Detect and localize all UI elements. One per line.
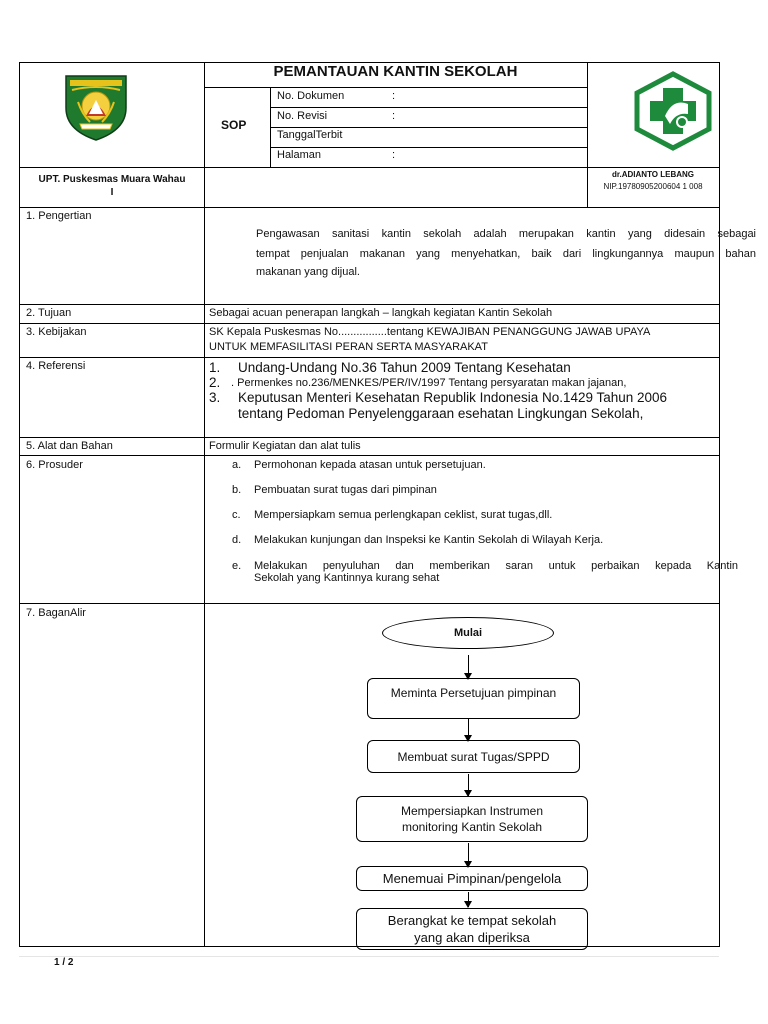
district-emblem-icon bbox=[60, 70, 132, 142]
prosuder-item: Melakukan penyuluhan dan memberikan saran untuk perbaikan kepada Kantin bbox=[254, 560, 738, 572]
flow-step bbox=[356, 796, 588, 842]
flow-step bbox=[356, 866, 588, 891]
prosuder-letter: a. bbox=[232, 459, 242, 471]
section-label-referensi: 4. Referensi bbox=[26, 360, 86, 372]
prosuder-item: Permohonan kepada atasan untuk persetujuan. bbox=[254, 459, 486, 471]
flow-step-label: Membuat surat Tugas/SPPD bbox=[397, 749, 550, 764]
prosuder-item: Melakukan kunjungan dan Inspeksi ke Kantin Sekolah di Wilayah Kerja. bbox=[254, 534, 604, 546]
flow-arrow bbox=[468, 774, 469, 796]
puskesmas-logo bbox=[630, 68, 716, 154]
tujuan-text: Sebagai acuan penerapan langkah – langkah kegiatan Kantin Sekolah bbox=[209, 307, 553, 319]
prosuder-letter: b. bbox=[232, 484, 242, 496]
referensi-number: 1. bbox=[209, 360, 221, 375]
pengertian-line: Pengawasan sanitasi kantin sekolah adalah merupakan kantin yang didesain sebagai bbox=[256, 228, 756, 240]
flow-step-label: monitoring Kantin Sekolah bbox=[401, 820, 543, 834]
section-label-alat: 5. Alat dan Bahan bbox=[26, 440, 113, 452]
flow-step bbox=[356, 908, 588, 950]
prosuder-item-continued: Sekolah yang Kantinnya kurang sehat bbox=[254, 572, 440, 584]
sop-label: SOP bbox=[221, 118, 247, 132]
prosuder-letter: c. bbox=[232, 509, 241, 521]
signer-name: dr.ADIANTO LEBANG bbox=[611, 170, 695, 179]
flow-step bbox=[367, 678, 580, 719]
flow-step-label: Berangkat ke tempat sekolah bbox=[387, 913, 557, 928]
alat-text: Formulir Kegiatan dan alat tulis bbox=[209, 440, 361, 452]
flow-step bbox=[367, 740, 580, 773]
district-emblem bbox=[60, 70, 132, 142]
referensi-item: Keputusan Menteri Kesehatan Republik Indonesia No.1429 Tahun 2006 bbox=[238, 390, 668, 405]
doc-field-value: : bbox=[392, 90, 396, 102]
pengertian-line: makanan yang dijual. bbox=[256, 266, 360, 278]
referensi-number: 2. bbox=[209, 375, 221, 390]
flow-step-label: Meminta Persetujuan pimpinan bbox=[390, 686, 557, 700]
flow-arrow bbox=[468, 719, 469, 741]
section-label-kebijakan: 3. Kebijakan bbox=[26, 326, 87, 338]
puskesmas-logo-icon bbox=[630, 68, 716, 154]
referensi-number: 3. bbox=[209, 390, 221, 405]
flow-arrow bbox=[468, 655, 469, 679]
referensi-item: . Permenkes no.236/MENKES/PER/IV/1997 Tentang persyaratan makan jajanan, bbox=[231, 377, 627, 389]
referensi-item-continued: tentang Pedoman Penyelenggaraan esehatan Lingkungan Sekolah, bbox=[238, 406, 644, 421]
kebijakan-line: UNTUK MEMFASILITASI PERAN SERTA MASYARAKAT bbox=[209, 341, 488, 353]
prosuder-letter: e. bbox=[232, 560, 242, 572]
org-name-suffix: I bbox=[110, 187, 114, 198]
doc-field-value: : bbox=[392, 149, 396, 161]
flow-start-label: Mulai bbox=[453, 627, 483, 639]
pengertian-line: tempat penjualan makanan yang menyehatkan, baik dari lingkungannya maupun bahan bbox=[256, 248, 756, 260]
doc-field-value: : bbox=[392, 110, 396, 122]
doc-field-label: Halaman bbox=[277, 149, 322, 161]
kebijakan-line: SK Kepala Puskesmas No................tentang KEWAJIBAN PENANGGUNG JAWAB UPAYA bbox=[209, 326, 651, 338]
referensi-item: Undang-Undang No.36 Tahun 2009 Tentang Kesehatan bbox=[238, 360, 571, 375]
org-name: UPT. Puskesmas Muara Wahau bbox=[38, 174, 186, 185]
flow-step-label: Mempersiapkan Instrumen bbox=[400, 804, 544, 818]
prosuder-letter: d. bbox=[232, 534, 242, 546]
signer-nip: NIP.19780905200604 1 008 bbox=[603, 182, 703, 191]
flow-arrow bbox=[468, 843, 469, 867]
section-label-bagan: 7. BaganAlir bbox=[26, 607, 86, 619]
flow-step-label: Menemuai Pimpinan/pengelola bbox=[382, 870, 562, 886]
doc-field-label: No. Revisi bbox=[277, 110, 328, 122]
section-label-pengertian: 1. Pengertian bbox=[26, 210, 92, 222]
flow-step-label: yang akan diperiksa bbox=[414, 930, 530, 945]
prosuder-item: Pembuatan surat tugas dari pimpinan bbox=[254, 484, 437, 496]
prosuder-item: Mempersiapkam semua perlengkapan ceklist, surat tugas,dll. bbox=[254, 509, 553, 521]
section-label-tujuan: 2. Tujuan bbox=[26, 307, 72, 319]
page-title: PEMANTAUAN KANTIN SEKOLAH bbox=[273, 63, 518, 80]
section-label-prosuder: 6. Prosuder bbox=[26, 459, 83, 471]
flow-start bbox=[382, 617, 554, 649]
doc-field-label: No. Dokumen bbox=[277, 90, 345, 102]
doc-field-label: TanggalTerbit bbox=[277, 129, 343, 141]
page-number: 1 / 2 bbox=[54, 957, 74, 968]
flow-arrow bbox=[468, 892, 469, 907]
